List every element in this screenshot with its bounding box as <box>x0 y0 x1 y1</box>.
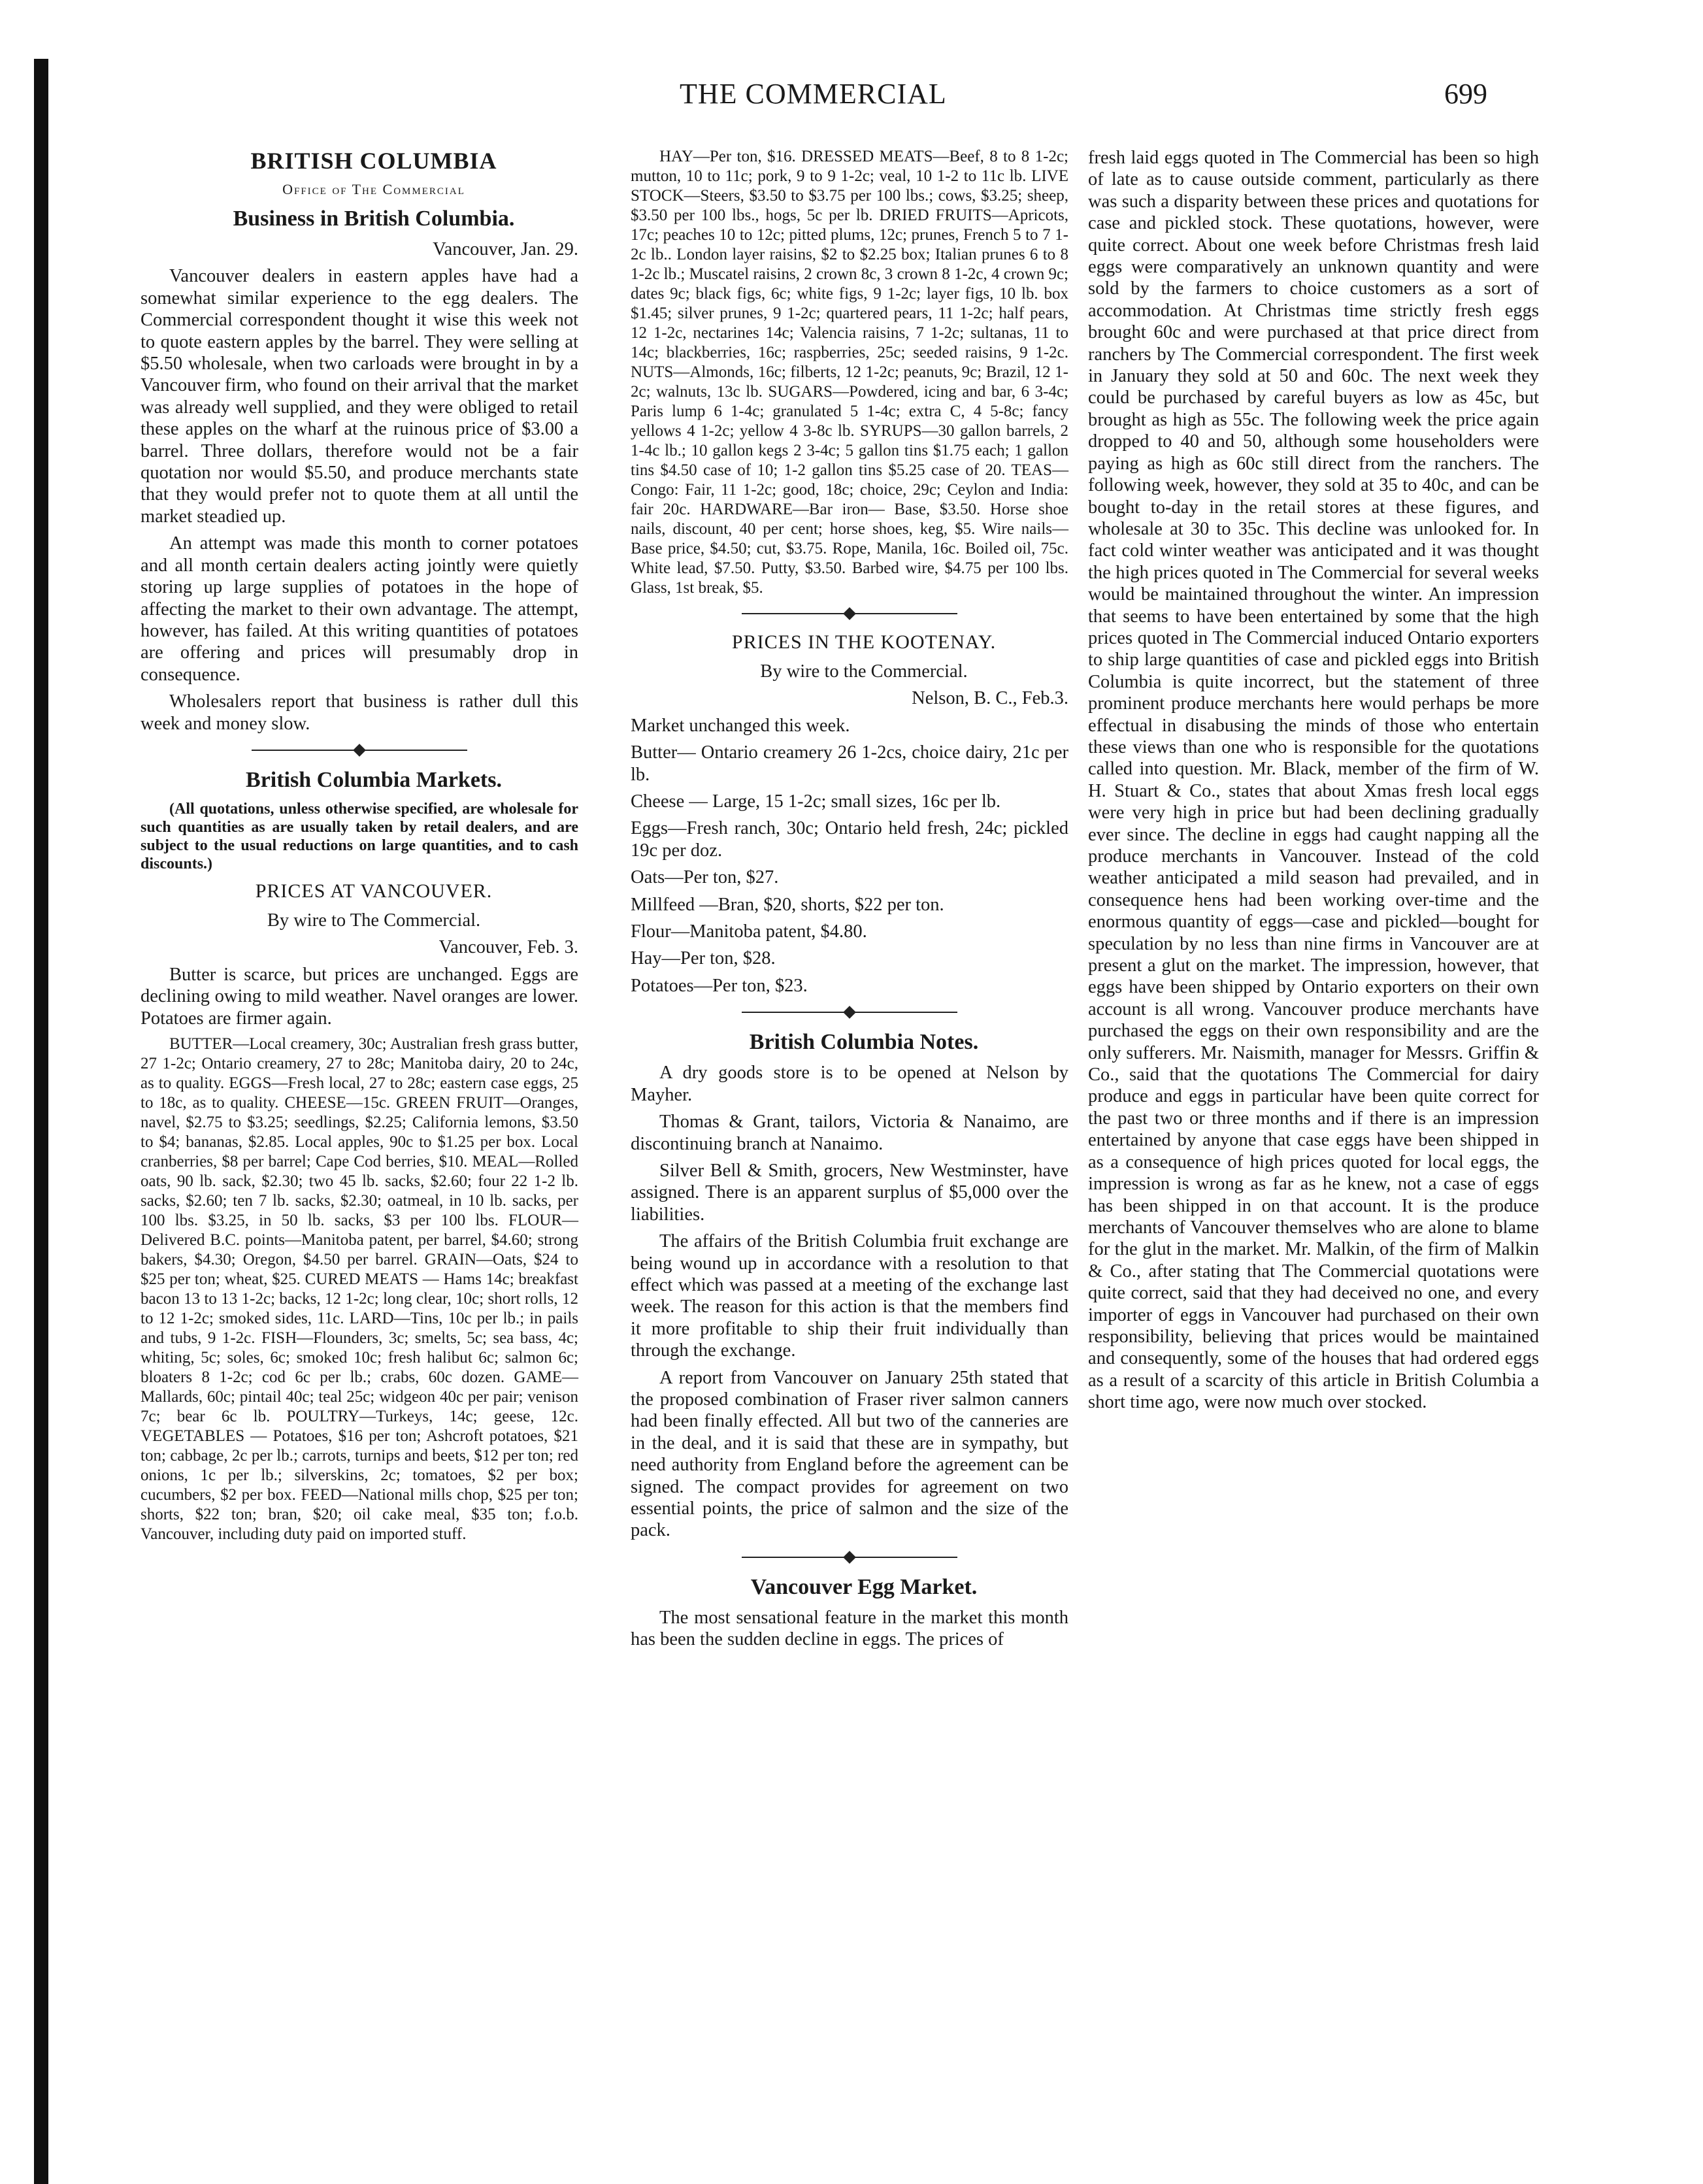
ornament-divider <box>141 744 578 757</box>
section-title: British Columbia Markets. <box>246 767 502 792</box>
paragraph: Silver Bell & Smith, grocers, New Westminster, have assigned. There is an apparent surplus of $5,000 over the liabilities. <box>631 1160 1068 1225</box>
paragraph: An attempt was made this month to corner potatoes and all month certain dealers acting jointly were quietly storing up large supplies of potatoes in the hope of affecting the market to their own advantage. The attempt, however, has failed. At this writing quantities of potatoes are offering and prices will presumably drop in consequence. <box>141 533 578 685</box>
paragraph: fresh laid eggs quoted in The Commercial has been so high of late as to cause outside comment, particularly as there was such a disparity between these prices and quotations for case and pickled stock. These quotations, however, were quite correct. About one week before Christmas fresh laid eggs were comparatively an unknown quantity and were sold by the farmers to choice customers as a sort of accommodation. At Christmas time strictly fresh eggs brought 60c and were purchased at that price direct from ranchers by The Commercial correspondent. The first week in January they sold at 50 and 60c. The next week they could be purchased by careful buyers as low as 45c, but brought as high as 55c. The following week the price again dropped to 40 and 50, although some householders were paying as high as 60c still direct from the ranchers. The following week, however, they sold at 35 to 40c, and can be bought to-day in the retail stores at these figures, and wholesale at 30 to 35c. This decline was unlooked for. In fact cold winter weather was anticipated and it was thought the high prices quoted in The Commercial for several weeks would be maintained throughout the winter. An impression that seems to have been entertained by some that the high prices quoted in The Commercial induced Ontario exporters to ship large quantities of case and pickled eggs into British Columbia is quite incorrect, but the statement of three prominent produce merchants here would perhaps be more effectual in disabusing the minds of those who entertain these views than one who is responsible for the quotations called into question. Mr. Black, member of the firm of W. H. Stuart & Co., states that about Xmas fresh local eggs were very high in price but had been declining gradually ever since. The decline in eggs had caught napping all the produce merchants in Vancouver. Instead of the cold weather anticipated a mild season had prevailed, and in consequence hens had been working over-time and the enormous quantity of eggs—case and pickled—bought for speculation by no less than nine firms in Vancouver are at present a glut on the market. The impression, however, that eggs have been shipped by Ontario exporters on their own account is all wrong. Vancouver produce merchants have purchased the eggs on their own responsibility and are the only sufferers. Mr. Naismith, manager for Messrs. Griffin & Co., said that the quotations The Commercial for dairy produce and eggs in particular have been quite correct for the past two or three months and if there is an impression entertained by anyone that case eggs have been shipped in as a consequence of high prices quoted for local eggs, the impression is wrong as far as he knew, not a case of eggs has been shipped in on that account. It is the produce merchants of Vancouver themselves who are alone to blame for the glut in the market. Mr. Malkin, of the firm of Malkin & Co., after stating that The Commercial quotations were quite correct, said that they had deceived no one, and every importer of eggs in Vancouver had purchased on their own responsibility, believing that prices would be maintained and consequently, some of the houses that had ordered eggs as a result of a scarcity of this article in British Columbia a short time ago, were now much over stocked. <box>1088 148 1539 1413</box>
column-1 <box>141 147 578 1549</box>
paragraph: The affairs of the British Columbia fruit exchange are being wound up in accordance with a resolution to that effect which was passed at a meeting of the exchange last week. The reason for this action is that the members find it more profitable to ship their fruit individually than through the exchange. <box>631 1231 1068 1361</box>
sub-title: PRICES AT VANCOUVER. <box>255 880 493 902</box>
price-line: Market unchanged this week. <box>631 715 850 736</box>
price-line: Butter— Ontario creamery 26 1-2cs, choice dairy, 21c per lb. <box>631 742 1068 785</box>
paragraph: A dry goods store is to be opened at Nelson by Mayher. <box>631 1063 1068 1105</box>
masthead-sub: Office of The Commercial <box>282 181 465 197</box>
section-title: Vancouver Egg Market. <box>750 1574 978 1599</box>
dateline: Vancouver, Jan. 29. <box>433 239 578 259</box>
paragraph: A report from Vancouver on January 25th stated that the proposed combination of Fraser river salmon canners had been finally effected. All but two of the canneries are in the deal, and it is said that these are in sympathy, but need authority from England before the agreement can be signed. The compact provides for agreement on two essential points, the price of salmon and the size of the pack. <box>631 1367 1068 1541</box>
paragraph: The most sensational feature in the market this month has been the sudden decline in eggs. The prices of <box>631 1607 1068 1650</box>
wire-line: By wire to The Commercial. <box>267 910 481 931</box>
price-line: Hay—Per ton, $28. <box>631 948 776 969</box>
ornament-divider <box>631 1551 1068 1564</box>
dateline: Nelson, B. C., Feb.3. <box>912 688 1068 709</box>
margin-rule <box>34 59 48 2184</box>
price-line: Cheese — Large, 15 1-2c; small sizes, 16c per lb. <box>631 791 1001 812</box>
page-number: 699 <box>1444 78 1487 110</box>
ornament-divider <box>631 1006 1068 1019</box>
sub-title: PRICES IN THE KOOTENAY. <box>731 631 997 653</box>
price-list: BUTTER—Local creamery, 30c; Australian fresh grass butter, 27 1-2c; Ontario creamery, 27 to 28c; Manitoba dairy, 20 to 24c, as to quality. EGGS—Fresh local, 27 to 28c; eastern case eggs, 25 to 18c, as to quality. CHEESE—15c. GREEN FRUIT—Oranges, navel, $2.75 to $3.25; seedlings, $2.25; California lemons, $3.50 to $4; bananas, $2.85. Local apples, 90c to $1.25 per box. Local cranberries, $8 per barrel; Cape Cod berries, $10. MEAL—Rolled oats, 90 lb. sack, $2.30; two 45 lb. sacks, $2.60; four 22 1-2 lb. sacks, $2.60; ten 7 lb. sacks, $2.30; oatmeal, in 10 lb. sacks, per 100 lbs. $3.25, in 50 lb. sacks, $3 per 100 lbs. FLOUR—Delivered B.C. points—Manitoba patent, per barrel, $4.60; strong bakers, $4.30; Oregon, $4.50 per barrel. GRAIN—Oats, $24 to $25 per ton; wheat, $25. CURED MEATS — Hams 14c; breakfast bacon 13 to 13 1-2c; backs, 12 1-2c; long clear, 10c; short rolls, 12 to 12 1-2c; smoked sides, 11c. LARD—Tins, 10c per lb.; in pails and tubs, 9 1-2c. FISH—Flounders, 3c; smelts, 5c; sea bass, 4c; whiting, 5c; soles, 6c; smoked 10c; fresh halibut 6c; salmon 6c; bloaters 8 1-2c; cod 6c per lb.; crabs, 60c dozen. GAME—Mallards, 60c; pintail 40c; teal 25c; widgeon 40c per pair; venison 7c; bear 6c lb. POULTRY—Turkeys, 14c; geese, 12c. VEGETABLES — Potatoes, $16 per ton; Ashcroft potatoes, $21 ton; cabbage, 2c per lb.; carrots, turnips and beets, $12 per ton; red onions, 1c per lb.; silverskins, 2c; tomatoes, $2 per box; cucumbers, $2 per box. FEED—National mills chop, $25 per ton; shorts, $22 ton; bran, $20; oil cake meal, $35 ton; f.o.b. Vancouver, including duty paid on imported stuff. <box>141 1034 578 1543</box>
running-title: THE COMMERCIAL <box>680 78 947 110</box>
price-line: Eggs—Fresh ranch, 30c; Ontario held fresh, 24c; pickled 19c per doz. <box>631 818 1068 861</box>
price-line: Potatoes—Per ton, $23. <box>631 975 808 996</box>
section-title: British Columbia Notes. <box>749 1030 979 1055</box>
price-list: HAY—Per ton, $16. DRESSED MEATS—Beef, 8 to 8 1-2c; mutton, 10 to 11c; pork, 9 to 9 1-2c; veal, 10 1-2 to 11c lb. LIVE STOCK—Steers, $3.50 to $3.75 per 100 lbs.; cows, $3.25; sheep, $3.50 per 100 lbs., hogs, 5c per lb. DRIED FRUITS—Apricots, 17c; peaches 10 to 12c; pitted plums, 12c; prunes, French 5 to 7 1-2c lb.. London layer raisins, $2 to $2.25 box; Italian prunes 6 to 8 1-2c lb.; Muscatel raisins, 2 crown 8c, 3 crown 8 1-2c, 4 crown 9c; dates 9c; black figs, 6c; white figs, 9 1-2c; layer figs, 10 lb. box $1.45; silver prunes, 9 1-2c; quartered pears, 11 1-2c; half pears, 12 1-2c, nectarines 14c; Valencia raisins, 7 1-2c; sultanas, 11 to 14c; blackberries, 16c; raspberries, 25c; seeded raisins, 9 1-2c. NUTS—Almonds, 16c; filberts, 12 1-2c; peanuts, 9c; Brazil, 12 1-2c; walnuts, 13c lb. SUGARS—Powdered, icing and bar, 6 3-4c; Paris lump 6 1-4c; granulated 5 1-4c; extra C, 4 5-8c; fancy yellows 4 1-2c; yellow 4 3-8c lb. SYRUPS—30 gallon barrels, 2 1-4c lb.; 10 gallon kegs 2 3-4c; 5 gallon tins $1.75 each; 1 gallon tins $4.50 case of 10; 1-2 gallon tins $5.25 case of 20. TEAS—Congo: Fair, 11 1-2c; good, 18c; choice, 29c; Ceylon and India: fair 20c. HARDWARE—Bar iron— Base, $3.50. Horse shoe nails, discount, 40 per cent; horse shoes, keg, $5. Wire nails—Base price, $4.50; cut, $3.75. Rope, Manila, 16c. Boiled oil, 75c. White lead, $7.50. Putty, $3.50. Barbed wire, $4.75 per 100 lbs. Glass, 1st break, $5. <box>631 148 1068 597</box>
price-line: Flour—Manitoba patent, $4.80. <box>631 921 867 942</box>
paragraph: Wholesalers report that business is rather dull this week and money slow. <box>141 691 578 734</box>
ornament-divider <box>631 607 1068 620</box>
column-2 <box>631 147 1068 1656</box>
dateline: Vancouver, Feb. 3. <box>438 937 578 958</box>
paragraph: Butter is scarce, but prices are unchanged. Eggs are declining owing to mild weather. Navel oranges are lower. Potatoes are firmer again. <box>141 964 578 1029</box>
price-line: Millfeed —Bran, $20, shorts, $22 per ton. <box>631 894 944 915</box>
paragraph: Thomas & Grant, tailors, Victoria & Nanaimo, are discontinuing branch at Nanaimo. <box>631 1112 1068 1154</box>
section-title: Business in British Columbia. <box>233 207 515 231</box>
column-3 <box>1088 147 1539 1419</box>
paragraph: Vancouver dealers in eastern apples have had a somewhat similar experience to the egg dealers. The Commercial correspondent thought it wise this week not to quote eastern apples by the barrel. They were selling at $5.50 wholesale, when two carloads were brought in by a Vancouver firm, who found on their arrival that the market was already well supplied, and they were obliged to retail these apples on the wharf at the ruinous price of $3.00 a barrel. Three dollars, therefore would not be a fair quotation nor would $5.50, and produce merchants state that they would prefer not to quote them at all until the market steadied up. <box>141 266 578 527</box>
price-line: Oats—Per ton, $27. <box>631 867 779 888</box>
quotation-note: (All quotations, unless otherwise specified, are wholesale for such quantities as are usually taken by retail dealers, and are subject to the usual reductions on large quantities, and to cash discounts.) <box>141 800 578 872</box>
wire-line: By wire to the Commercial. <box>760 661 968 682</box>
masthead: BRITISH COLUMBIA <box>250 148 497 174</box>
